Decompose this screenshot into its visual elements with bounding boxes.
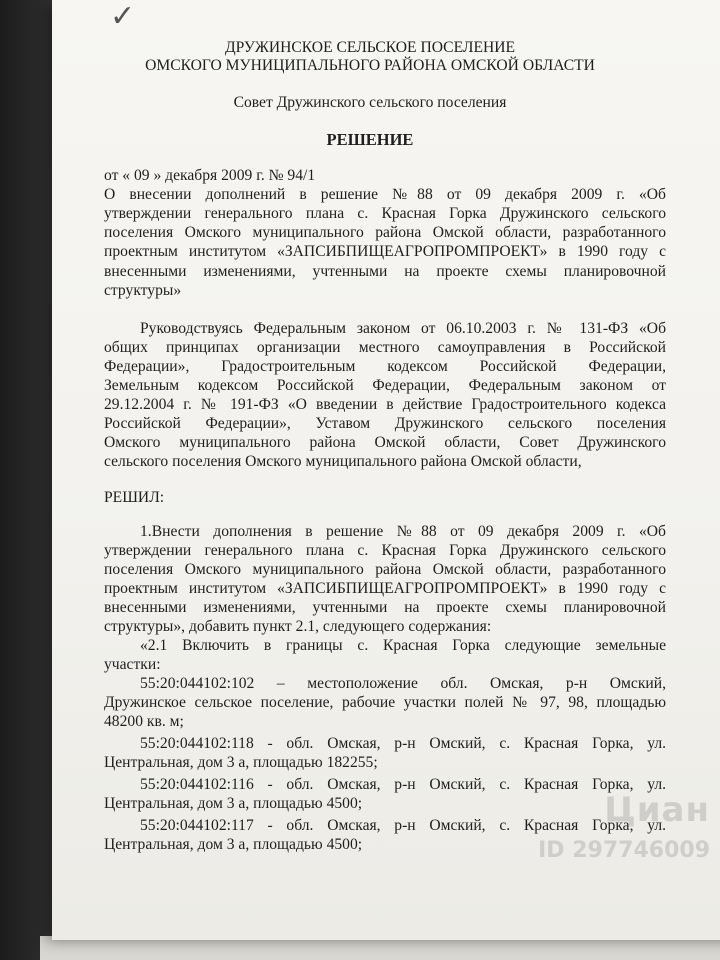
parcel-line: Центральная, дом 3 а, площадью 182255; [104, 754, 378, 771]
item1-line: проектным институтом «ЗАПСИБПИЩЕАГРОПРОМПРОЕКТ» в 1990 году с [104, 580, 666, 597]
parcel-line: 55:20:044102:118 - обл. Омская, р-н Омский, с. Красная Горка, ул. [140, 735, 666, 752]
preamble-line: Руководствуясь Федеральным законом от 06.10.2003 г. № 131-ФЗ «Об [140, 320, 666, 337]
header-line-2: ОМСКОГО МУНИЦИПАЛЬНОГО РАЙОНА ОМСКОЙ ОБЛАСТИ [145, 57, 595, 74]
parcel-line: 55:20:044102:102 – местоположение обл. Омская, р-н Омский, [140, 675, 666, 692]
preamble-line: Российской Федерации», Уставом Дружинского сельского поселения [104, 415, 666, 432]
title-line: поселения Омского муниципального района Омской области, разработанного [104, 224, 666, 241]
header-line-1: ДРУЖИНСКОЕ СЕЛЬСКОЕ ПОСЕЛЕНИЕ [224, 39, 516, 56]
parcel-line: 55:20:044102:116 - обл. Омская, р-н Омский, с. Красная Горка, ул. [140, 776, 666, 793]
parcel-line: Центральная, дом 3 а, площадью 4500; [104, 795, 363, 812]
preamble-line: 29.12.2004 г. № 191-ФЗ «О введении в действие Градостроительного кодекса [104, 396, 666, 413]
item1-line: структуры», добавить пункт 2.1, следующего содержания: [104, 618, 492, 635]
item1-line: утверждении генерального плана с. Красная Горка Дружинского сельского [104, 542, 666, 559]
item1-line: «2.1 Включить в границы с. Красная Горка следующие земельные [140, 637, 666, 654]
preamble-line: Федерации», Градостроительным кодексом Российской Федерации, [104, 358, 666, 375]
preamble-line: общих принципах организации местного самоуправления в Российской [104, 339, 666, 356]
title-line: проектным институтом «ЗАПСИБПИЩЕАГРОПРОМПРОЕКТ» в 1990 году с [104, 243, 666, 260]
document-type-heading: РЕШЕНИЕ [326, 130, 414, 149]
date-number-line: от « 09 » декабря 2009 г. № 94/1 [104, 167, 316, 184]
watermark [520, 790, 720, 870]
handwritten-check-icon: ✓ [110, 0, 136, 34]
item1-line: 1.Внести дополнения в решение №88 от 09 декабря 2009 г. «Об [140, 523, 666, 540]
item1-line: поселения Омского муниципального района Омской области, разработанного [104, 561, 666, 578]
title-line: структуры» [104, 282, 182, 299]
parcel-line: Дружинское сельское поселение, рабочие участки полей № 97, 98, площадью [104, 694, 666, 711]
item1-line: участки: [104, 656, 161, 673]
parcel-line: 55:20:044102:117 - обл. Омская, р-н Омский, с. Красная Горка, ул. [140, 817, 666, 834]
watermark-brand: Циан [604, 790, 710, 830]
decided-heading: РЕШИЛ: [104, 489, 165, 506]
parcel-line: 48200 кв. м; [104, 713, 184, 730]
council-name: Совет Дружинского сельского поселения [233, 94, 507, 111]
title-line: внесенными изменениями, учтенными на проекте схемы планировочной [104, 263, 666, 280]
preamble-line: Земельным кодексом Российской Федерации, Федеральным законом от [104, 377, 666, 394]
preamble-line: Омского муниципального района Омской области, Совет Дружинского [104, 434, 666, 451]
watermark-id: ID 297746009 [538, 838, 710, 863]
title-line: утверждении генерального плана с. Красная Горка Дружинского сельского [104, 205, 666, 222]
title-line: О внесении дополнений в решение №88 от 09 декабря 2009 г. «Об [104, 186, 666, 203]
item1-line: внесенными изменениями, учтенными на проекте схемы планировочной [104, 599, 666, 616]
preamble-line: сельского поселения Омского муниципального района Омской области, [104, 453, 582, 470]
parcel-line: Центральная, дом 3 а, площадью 4500; [104, 836, 363, 853]
